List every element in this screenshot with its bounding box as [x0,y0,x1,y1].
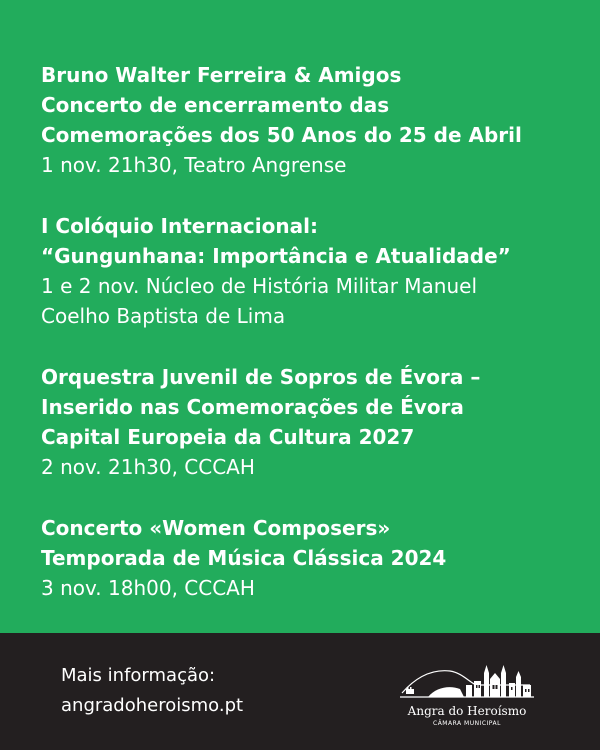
event-title-line: Temporada de Música Clássica 2024 [41,546,447,570]
logo-subtitle: CÂMARA MUNICIPAL [433,720,501,727]
event-title-line: Bruno Walter Ferreira & Amigos [41,63,402,87]
event-details-line: 1 e 2 nov. Núcleo de História Militar Manuel [41,274,477,298]
event-details-line: 1 nov. 21h30, Teatro Angrense [41,153,347,177]
event-details-line: 3 nov. 18h00, CCCAH [41,576,255,600]
event-title-line: Concerto «Women Composers» [41,516,391,540]
event-title-line: Comemorações dos 50 Anos do 25 de Abril [41,123,522,147]
footer-bar [0,633,600,750]
event-title-line: Concerto de encerramento das [41,93,390,117]
event-item [41,362,586,482]
event-title-line: Inserido nas Comemorações de Évora [41,395,464,419]
website-link[interactable]: angradoheroismo.pt [61,695,244,716]
event-title-line: Orquestra Juvenil de Sopros de Évora – [41,365,481,389]
event-title-line: Capital Europeia da Cultura 2027 [41,425,415,449]
event-list [41,60,586,634]
logo-name: Angra do Heroísmo [407,704,527,718]
municipality-logo[interactable] [392,655,542,745]
event-title-line: “Gungunhana: Importância e Atualidade” [41,244,511,268]
event-title-line: I Colóquio Internacional: [41,214,318,238]
city-skyline-logo-icon [398,655,536,701]
event-item [41,60,586,180]
footer-info [61,661,243,721]
event-item [41,513,586,603]
info-label: Mais informação: [61,665,216,686]
event-details-line: Coelho Baptista de Lima [41,304,286,328]
event-item [41,211,586,331]
event-details-line: 2 nov. 21h30, CCCAH [41,455,255,479]
